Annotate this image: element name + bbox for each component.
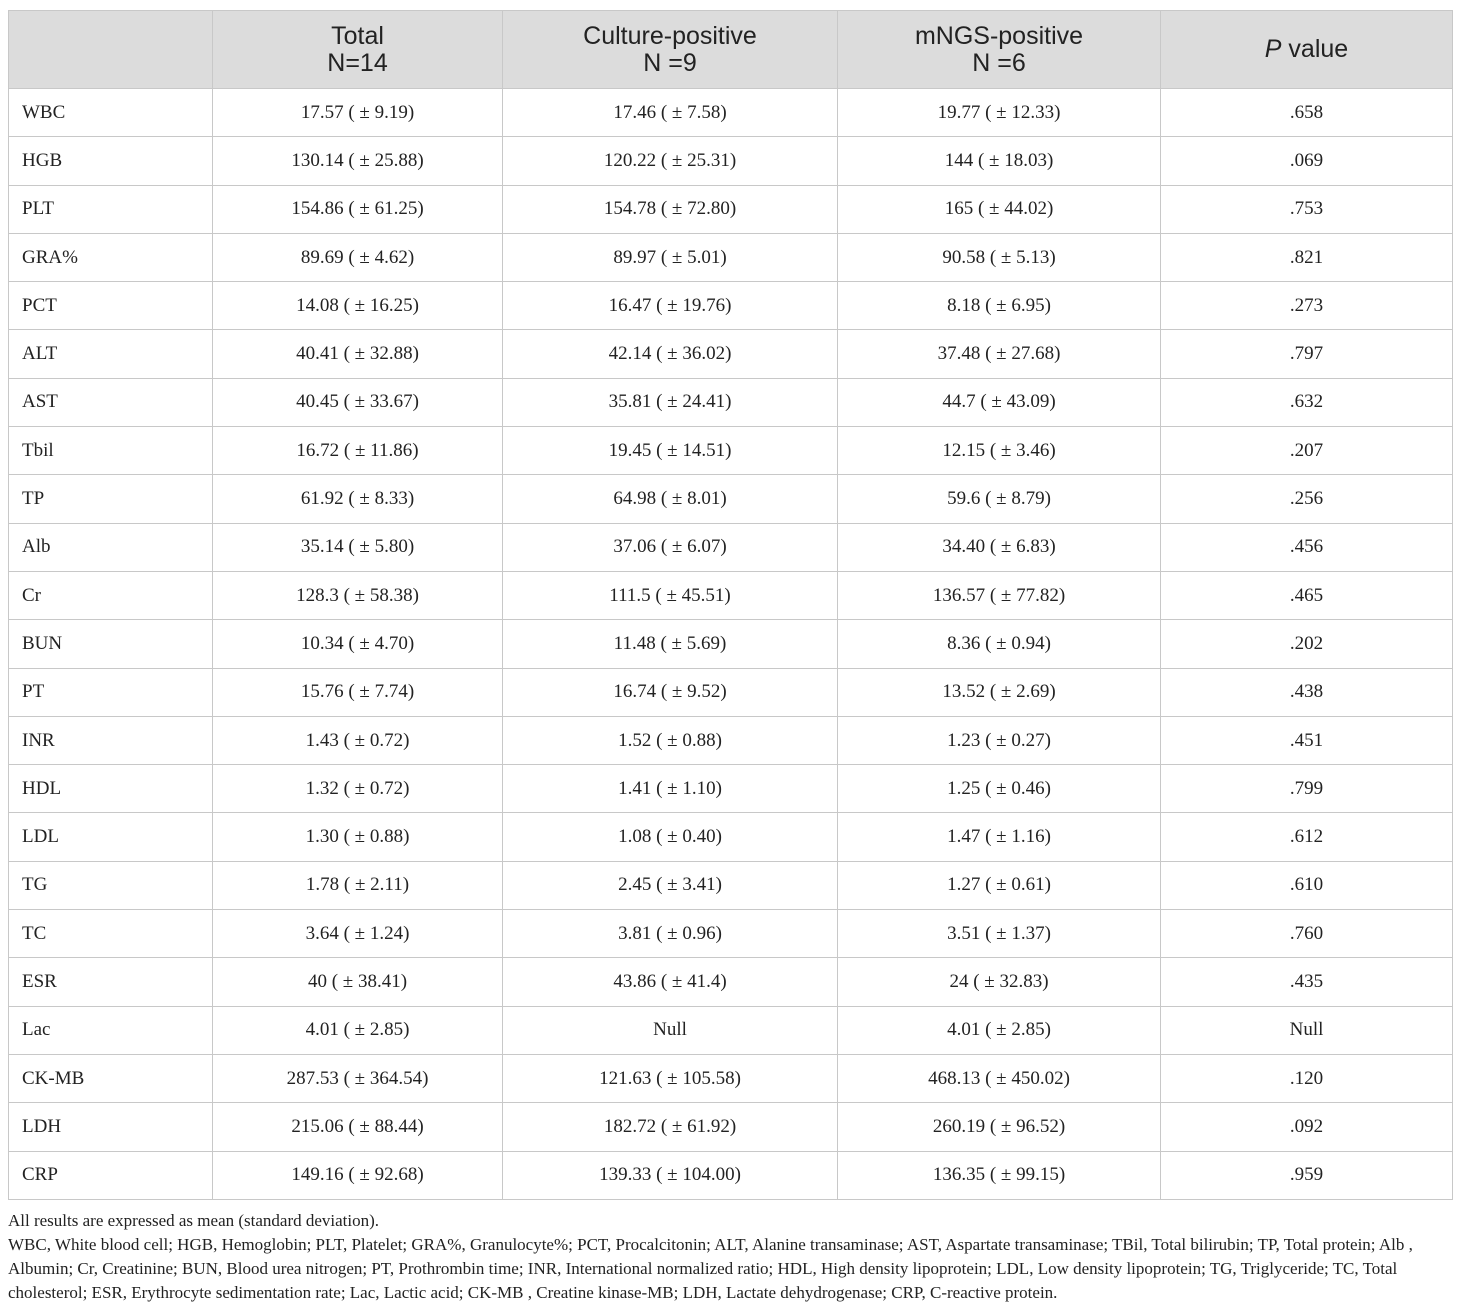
- cell-mngs-positive: 44.7 ( ± 43.09): [838, 378, 1161, 426]
- cell-parameter: WBC: [9, 89, 213, 137]
- cell-mngs-positive: 37.48 ( ± 27.68): [838, 330, 1161, 378]
- cell-culture-positive: 120.22 ( ± 25.31): [503, 137, 838, 185]
- header-total: [213, 11, 503, 89]
- cell-p-value: .273: [1161, 282, 1453, 330]
- cell-total: 287.53 ( ± 364.54): [213, 1054, 503, 1102]
- cell-p-value: .799: [1161, 765, 1453, 813]
- cell-mngs-positive: 8.36 ( ± 0.94): [838, 620, 1161, 668]
- cell-total: 40 ( ± 38.41): [213, 958, 503, 1006]
- cell-culture-positive: 16.47 ( ± 19.76): [503, 282, 838, 330]
- cell-p-value: .092: [1161, 1103, 1453, 1151]
- table-row: [9, 910, 1453, 958]
- cell-parameter: LDH: [9, 1103, 213, 1151]
- cell-parameter: PCT: [9, 282, 213, 330]
- cell-p-value: .256: [1161, 475, 1453, 523]
- cell-total: 1.43 ( ± 0.72): [213, 716, 503, 764]
- cell-culture-positive: 1.41 ( ± 1.10): [503, 765, 838, 813]
- cell-culture-positive: 43.86 ( ± 41.4): [503, 958, 838, 1006]
- table-row: [9, 765, 1453, 813]
- cell-culture-positive: 64.98 ( ± 8.01): [503, 475, 838, 523]
- header-mngs-n: N =6: [972, 48, 1026, 77]
- cell-total: 89.69 ( ± 4.62): [213, 233, 503, 281]
- cell-p-value: .456: [1161, 523, 1453, 571]
- cell-culture-positive: 11.48 ( ± 5.69): [503, 620, 838, 668]
- cell-mngs-positive: 136.57 ( ± 77.82): [838, 571, 1161, 619]
- table-row: [9, 475, 1453, 523]
- cell-total: 10.34 ( ± 4.70): [213, 620, 503, 668]
- cell-parameter: LDL: [9, 813, 213, 861]
- table-row: [9, 89, 1453, 137]
- cell-parameter: CK-MB: [9, 1054, 213, 1102]
- cell-p-value: .451: [1161, 716, 1453, 764]
- header-p-italic: P: [1264, 35, 1282, 63]
- table-body: [9, 89, 1453, 1200]
- table-row: [9, 185, 1453, 233]
- header-p-rest: value: [1281, 35, 1349, 63]
- cell-mngs-positive: 468.13 ( ± 450.02): [838, 1054, 1161, 1102]
- cell-mngs-positive: 1.25 ( ± 0.46): [838, 765, 1161, 813]
- table-row: [9, 813, 1453, 861]
- header-culture-n: N =9: [643, 48, 697, 77]
- cell-culture-positive: 121.63 ( ± 105.58): [503, 1054, 838, 1102]
- cell-parameter: TP: [9, 475, 213, 523]
- cell-p-value: .612: [1161, 813, 1453, 861]
- cell-p-value: Null: [1161, 1006, 1453, 1054]
- header-total-title: Total: [331, 21, 384, 50]
- cell-total: 1.78 ( ± 2.11): [213, 861, 503, 909]
- cell-total: 1.32 ( ± 0.72): [213, 765, 503, 813]
- cell-p-value: .797: [1161, 330, 1453, 378]
- cell-culture-positive: 89.97 ( ± 5.01): [503, 233, 838, 281]
- cell-parameter: HDL: [9, 765, 213, 813]
- cell-mngs-positive: 3.51 ( ± 1.37): [838, 910, 1161, 958]
- cell-p-value: .202: [1161, 620, 1453, 668]
- table-row: [9, 233, 1453, 281]
- cell-p-value: .632: [1161, 378, 1453, 426]
- cell-parameter: ESR: [9, 958, 213, 1006]
- cell-culture-positive: 42.14 ( ± 36.02): [503, 330, 838, 378]
- cell-mngs-positive: 8.18 ( ± 6.95): [838, 282, 1161, 330]
- cell-p-value: .069: [1161, 137, 1453, 185]
- cell-p-value: .120: [1161, 1054, 1453, 1102]
- cell-mngs-positive: 19.77 ( ± 12.33): [838, 89, 1161, 137]
- table-row: [9, 1151, 1453, 1199]
- cell-mngs-positive: 90.58 ( ± 5.13): [838, 233, 1161, 281]
- table-row: [9, 716, 1453, 764]
- table-row: [9, 620, 1453, 668]
- cell-parameter: INR: [9, 716, 213, 764]
- cell-total: 17.57 ( ± 9.19): [213, 89, 503, 137]
- header-blank: [9, 11, 213, 89]
- header-total-n: N=14: [327, 48, 388, 77]
- cell-total: 15.76 ( ± 7.74): [213, 668, 503, 716]
- cell-total: 130.14 ( ± 25.88): [213, 137, 503, 185]
- table-row: [9, 1103, 1453, 1151]
- cell-culture-positive: 1.08 ( ± 0.40): [503, 813, 838, 861]
- cell-culture-positive: 182.72 ( ± 61.92): [503, 1103, 838, 1151]
- cell-mngs-positive: 13.52 ( ± 2.69): [838, 668, 1161, 716]
- cell-mngs-positive: 59.6 ( ± 8.79): [838, 475, 1161, 523]
- cell-total: 128.3 ( ± 58.38): [213, 571, 503, 619]
- cell-mngs-positive: 165 ( ± 44.02): [838, 185, 1161, 233]
- cell-culture-positive: 3.81 ( ± 0.96): [503, 910, 838, 958]
- header-row: [9, 11, 1453, 89]
- cell-parameter: Tbil: [9, 427, 213, 475]
- cell-parameter: CRP: [9, 1151, 213, 1199]
- cell-parameter: HGB: [9, 137, 213, 185]
- table-row: [9, 571, 1453, 619]
- cell-culture-positive: 16.74 ( ± 9.52): [503, 668, 838, 716]
- cell-total: 4.01 ( ± 2.85): [213, 1006, 503, 1054]
- cell-total: 154.86 ( ± 61.25): [213, 185, 503, 233]
- cell-total: 1.30 ( ± 0.88): [213, 813, 503, 861]
- cell-parameter: PT: [9, 668, 213, 716]
- header-culture-positive: [503, 11, 838, 89]
- cell-culture-positive: 1.52 ( ± 0.88): [503, 716, 838, 764]
- cell-parameter: GRA%: [9, 233, 213, 281]
- cell-total: 149.16 ( ± 92.68): [213, 1151, 503, 1199]
- cell-mngs-positive: 34.40 ( ± 6.83): [838, 523, 1161, 571]
- cell-culture-positive: 37.06 ( ± 6.07): [503, 523, 838, 571]
- cell-culture-positive: 139.33 ( ± 104.00): [503, 1151, 838, 1199]
- table-row: [9, 137, 1453, 185]
- table-row: [9, 378, 1453, 426]
- cell-total: 40.45 ( ± 33.67): [213, 378, 503, 426]
- cell-mngs-positive: 1.27 ( ± 0.61): [838, 861, 1161, 909]
- table-row: [9, 1006, 1453, 1054]
- cell-p-value: .753: [1161, 185, 1453, 233]
- table-row: [9, 861, 1453, 909]
- cell-culture-positive: 111.5 ( ± 45.51): [503, 571, 838, 619]
- cell-p-value: .658: [1161, 89, 1453, 137]
- cell-total: 61.92 ( ± 8.33): [213, 475, 503, 523]
- cell-p-value: .610: [1161, 861, 1453, 909]
- table-row: [9, 958, 1453, 1006]
- cell-parameter: TG: [9, 861, 213, 909]
- header-mngs-positive: [838, 11, 1161, 89]
- lab-results-table: [8, 10, 1453, 1200]
- header-mngs-title: mNGS-positive: [914, 21, 1084, 50]
- cell-parameter: BUN: [9, 620, 213, 668]
- cell-parameter: AST: [9, 378, 213, 426]
- cell-mngs-positive: 4.01 ( ± 2.85): [838, 1006, 1161, 1054]
- cell-total: 16.72 ( ± 11.86): [213, 427, 503, 475]
- cell-p-value: .760: [1161, 910, 1453, 958]
- cell-parameter: ALT: [9, 330, 213, 378]
- cell-total: 40.41 ( ± 32.88): [213, 330, 503, 378]
- header-p-value: [1161, 11, 1453, 89]
- cell-p-value: .959: [1161, 1151, 1453, 1199]
- table-footnotes: [8, 1209, 1452, 1305]
- cell-total: 215.06 ( ± 88.44): [213, 1103, 503, 1151]
- cell-total: 35.14 ( ± 5.80): [213, 523, 503, 571]
- table-row: [9, 330, 1453, 378]
- footnote-abbreviations: WBC, White blood cell; HGB, Hemoglobin; PLT, Platelet; GRA%, Granulocyte%; PCT, Procalcitonin; ALT, Alanine transaminase; AST, Aspartate transaminase; TBil, Total bilirubin; TP, Total protein; Alb , Albumin; Cr, Creatinine; BUN, Blood urea nitrogen; PT, Prothrombin time; INR, International normalized ratio; HDL, High density lipoprotein; LDL, Low density lipoprotein; TG, Triglyceride; TC, Total cholesterol; ESR, Erythrocyte sedimentation rate; Lac, Lactic acid; CK-MB , Creatine kinase-MB; LDH, Lactate dehydrogenase; CRP, C-reactive protein.: [8, 1234, 1413, 1302]
- cell-culture-positive: 2.45 ( ± 3.41): [503, 861, 838, 909]
- cell-p-value: .821: [1161, 233, 1453, 281]
- table-row: [9, 282, 1453, 330]
- cell-mngs-positive: 260.19 ( ± 96.52): [838, 1103, 1161, 1151]
- cell-culture-positive: 154.78 ( ± 72.80): [503, 185, 838, 233]
- cell-culture-positive: Null: [503, 1006, 838, 1054]
- cell-p-value: .435: [1161, 958, 1453, 1006]
- cell-p-value: .207: [1161, 427, 1453, 475]
- cell-parameter: Alb: [9, 523, 213, 571]
- cell-parameter: PLT: [9, 185, 213, 233]
- header-culture-title: Culture-positive: [583, 21, 757, 50]
- cell-parameter: TC: [9, 910, 213, 958]
- cell-mngs-positive: 136.35 ( ± 99.15): [838, 1151, 1161, 1199]
- table-row: [9, 427, 1453, 475]
- table-row: [9, 1054, 1453, 1102]
- cell-p-value: .465: [1161, 571, 1453, 619]
- cell-parameter: Lac: [9, 1006, 213, 1054]
- cell-culture-positive: 17.46 ( ± 7.58): [503, 89, 838, 137]
- cell-total: 3.64 ( ± 1.24): [213, 910, 503, 958]
- cell-mngs-positive: 144 ( ± 18.03): [838, 137, 1161, 185]
- cell-total: 14.08 ( ± 16.25): [213, 282, 503, 330]
- cell-mngs-positive: 24 ( ± 32.83): [838, 958, 1161, 1006]
- cell-culture-positive: 35.81 ( ± 24.41): [503, 378, 838, 426]
- table-container: [8, 10, 1452, 1305]
- cell-mngs-positive: 1.47 ( ± 1.16): [838, 813, 1161, 861]
- cell-p-value: .438: [1161, 668, 1453, 716]
- table-row: [9, 523, 1453, 571]
- cell-parameter: Cr: [9, 571, 213, 619]
- cell-culture-positive: 19.45 ( ± 14.51): [503, 427, 838, 475]
- footnote-summary: All results are expressed as mean (standard deviation).: [8, 1210, 380, 1230]
- table-row: [9, 668, 1453, 716]
- cell-mngs-positive: 12.15 ( ± 3.46): [838, 427, 1161, 475]
- cell-mngs-positive: 1.23 ( ± 0.27): [838, 716, 1161, 764]
